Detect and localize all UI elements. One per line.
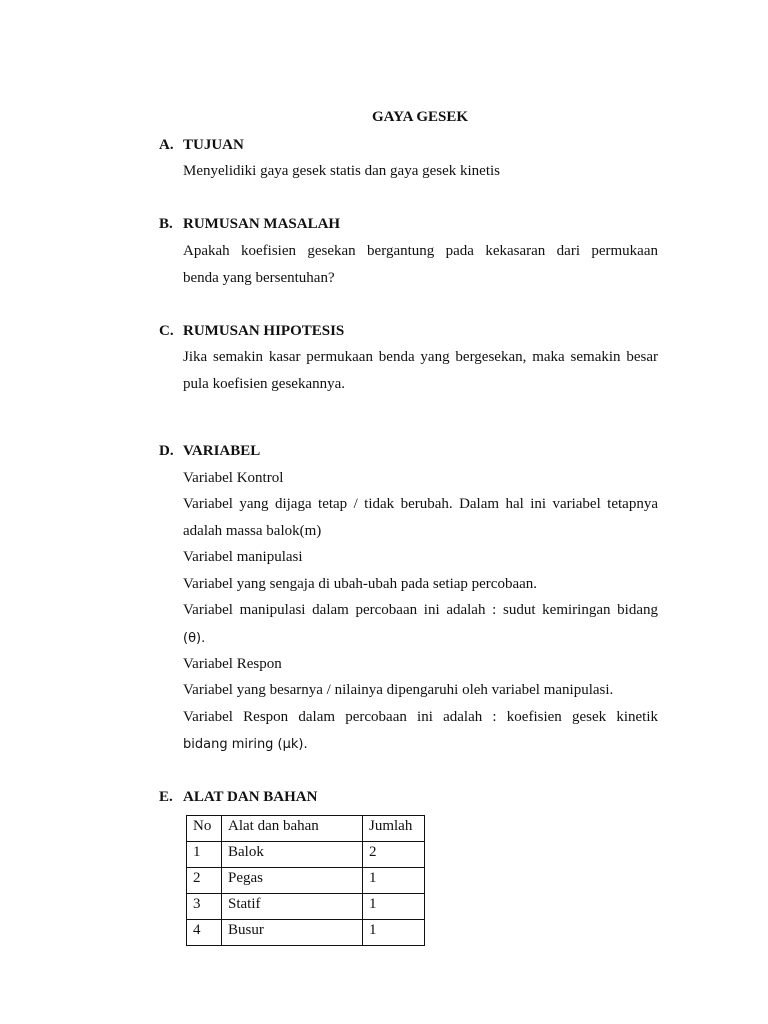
table-header-cell: Jumlah (363, 816, 425, 842)
section-d-heading (159, 443, 260, 460)
variable-respon-detail-cont: bidang miring (μk). (183, 737, 308, 752)
variable-manipulasi-label: Variabel manipulasi (183, 549, 303, 565)
variable-respon-label: Variabel Respon (183, 656, 282, 672)
section-b-heading (159, 216, 340, 233)
document-title: GAYA GESEK (371, 109, 469, 125)
table-row (187, 894, 425, 920)
variable-respon-detail: Variabel Respon dalam percobaan ini adalah : koefisien gesek kinetik (183, 709, 658, 725)
variable-manipulasi-detail-cont: (θ). (183, 631, 206, 646)
section-e-title: ALAT DAN BAHAN (183, 789, 318, 805)
table-cell: 1 (363, 868, 425, 894)
table-row (187, 920, 425, 946)
table-header-row (187, 816, 425, 842)
section-c-line: Jika semakin kasar permukaan benda yang bergesekan, maka semakin besar (183, 349, 658, 365)
table-cell: 1 (363, 920, 425, 946)
section-c-heading (159, 323, 344, 340)
table-cell: 1 (187, 842, 222, 868)
table-cell: 3 (187, 894, 222, 920)
table-cell: Balok (222, 842, 363, 868)
table-cell: Pegas (222, 868, 363, 894)
section-e-heading (159, 789, 317, 806)
section-c-line: pula koefisien gesekannya. (183, 376, 346, 392)
section-b-title: RUMUSAN MASALAH (183, 216, 341, 232)
table-cell: 1 (363, 894, 425, 920)
section-d-letter: D. (159, 443, 174, 459)
section-a-heading (159, 137, 244, 154)
alat-bahan-table (186, 815, 425, 946)
variable-respon-desc: Variabel yang besarnya / nilainya dipengaruhi oleh variabel manipulasi. (183, 682, 614, 698)
section-b-line: Apakah koefisien gesekan bergantung pada kekasaran dari permukaan (183, 243, 658, 259)
variable-manipulasi-detail: Variabel manipulasi dalam percobaan ini adalah : sudut kemiringan bidang (183, 602, 658, 618)
table-cell: Statif (222, 894, 363, 920)
variable-kontrol-desc-cont: adalah massa balok(m) (183, 523, 322, 539)
section-a-letter: A. (159, 137, 174, 153)
section-b-letter: B. (159, 216, 173, 232)
section-c-title: RUMUSAN HIPOTESIS (183, 323, 345, 339)
variable-manipulasi-desc: Variabel yang sengaja di ubah-ubah pada setiap percobaan. (183, 576, 538, 592)
section-a-line: Menyelidiki gaya gesek statis dan gaya gesek kinetis (183, 163, 500, 179)
section-c-letter: C. (159, 323, 174, 339)
table-cell: 2 (187, 868, 222, 894)
variable-kontrol-desc: Variabel yang dijaga tetap / tidak berubah. Dalam hal ini variabel tetapnya (183, 496, 658, 512)
table-cell: Busur (222, 920, 363, 946)
table-header-cell: Alat dan bahan (222, 816, 363, 842)
table-row (187, 842, 425, 868)
section-d-title: VARIABEL (183, 443, 261, 459)
variable-kontrol-label: Variabel Kontrol (183, 470, 284, 486)
table-cell: 4 (187, 920, 222, 946)
section-b-line: benda yang bersentuhan? (183, 270, 335, 286)
table-row (187, 868, 425, 894)
table-header-cell: No (187, 816, 222, 842)
section-e-letter: E. (159, 789, 173, 805)
section-a-title: TUJUAN (183, 137, 244, 153)
table-cell: 2 (363, 842, 425, 868)
